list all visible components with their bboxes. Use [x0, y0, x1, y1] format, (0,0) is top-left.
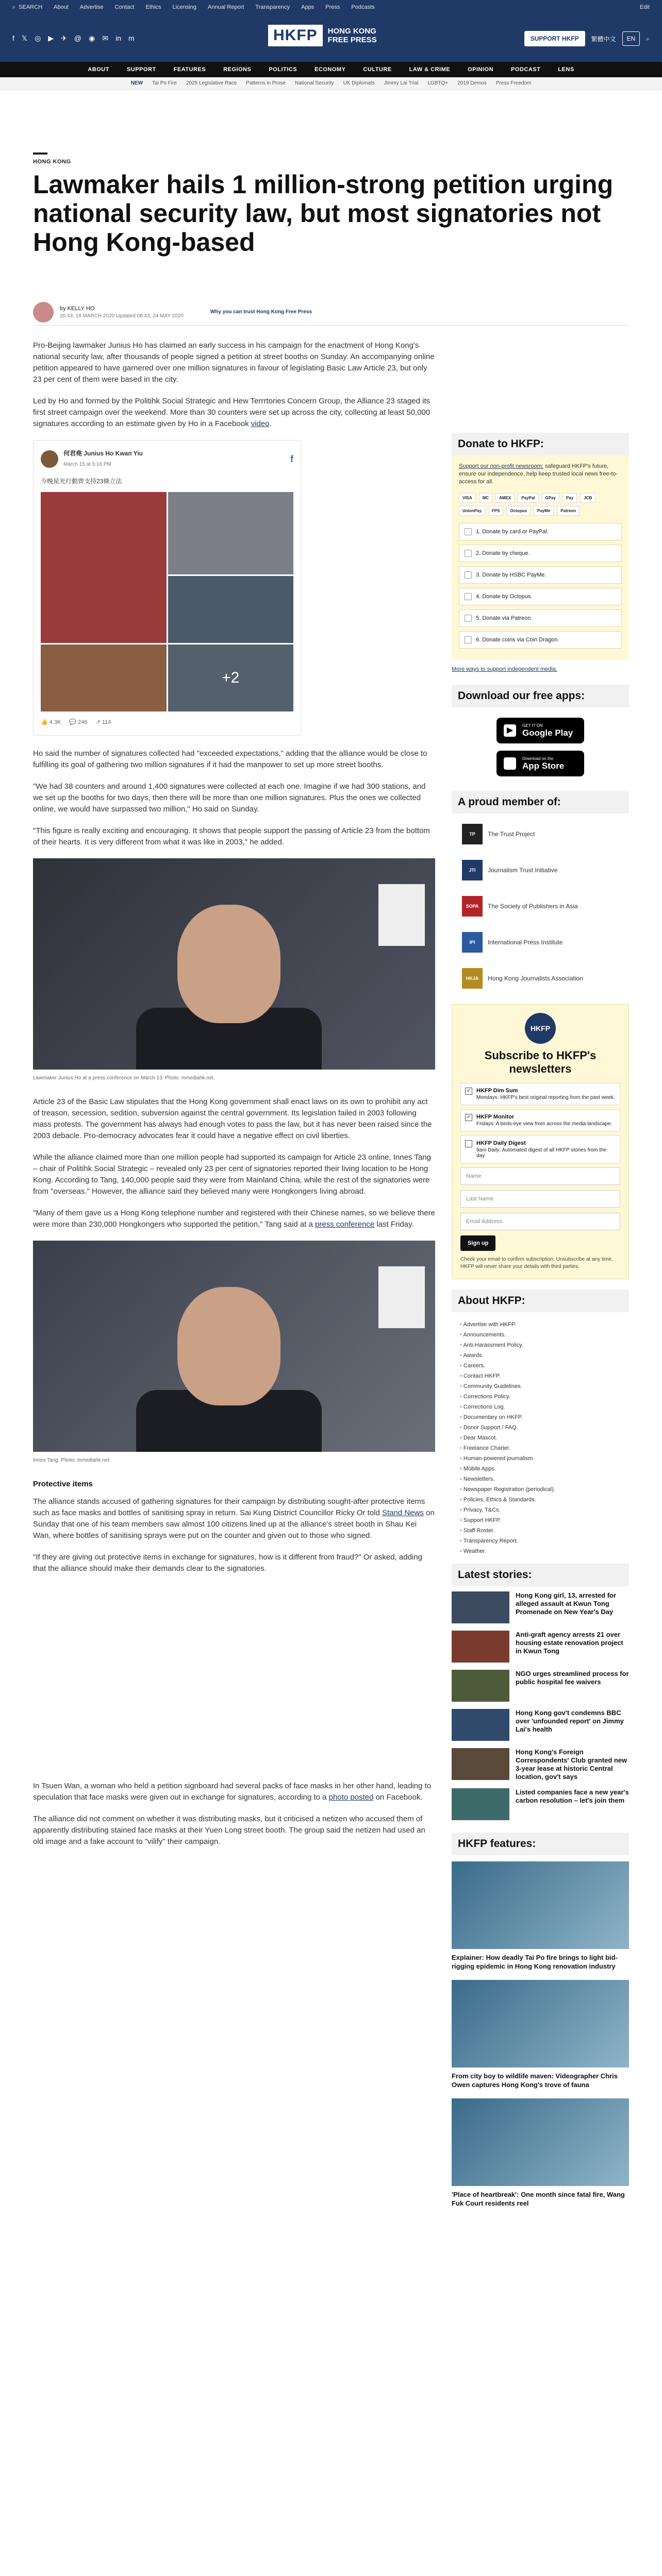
utility-bar [0, 0, 662, 14]
search-link[interactable]: ⌕ SEARCH [12, 4, 43, 10]
util-advertise[interactable]: Advertise [79, 4, 104, 10]
apps-title: Download our free apps: [452, 685, 629, 707]
paragraph: "We had 38 counters and around 1,400 signatures were collected at each one. Imagine if we had 300 stations, and we set up the booths for two days, then there will be more than one million signatures. Plus the ones we collected online, we would have surpassed two million," Ho said on Sunday. [33, 782, 426, 814]
edit-link[interactable]: Edit [640, 4, 650, 10]
app-store-button[interactable]: Download on the App Store [496, 751, 584, 776]
checkbox-icon[interactable]: ✓ [465, 1088, 472, 1095]
author-avatar [33, 302, 54, 323]
fb-photo[interactable] [41, 645, 167, 711]
byline [33, 299, 629, 326]
email-icon[interactable]: ✉ [102, 33, 109, 42]
topic-link[interactable]: 2019 Demos [457, 80, 487, 86]
payment-logo: FPS [488, 506, 504, 516]
sidebar [452, 433, 629, 2217]
support-newsroom-link[interactable]: Support our non-profit newsroom: [459, 463, 543, 469]
new-badge: NEW [130, 80, 143, 86]
nav-economy[interactable]: ECONOMY [315, 66, 346, 73]
about-link[interactable]: • Careers. [460, 1361, 621, 1371]
article-title: Lawmaker hails 1 million-strong petition urging national security law, but most signatories not Hong Kong-based [33, 170, 614, 257]
radio-icon [465, 636, 472, 643]
topic-link[interactable]: Press Freedom [495, 80, 532, 86]
features-list [452, 1861, 629, 2208]
payment-logo: UnionPay [459, 506, 485, 516]
language-chinese[interactable]: 繁體中文 [591, 35, 616, 43]
photo-posted-link[interactable]: photo posted [328, 1793, 374, 1802]
feature-item[interactable] [452, 2098, 629, 2208]
brand-header [0, 14, 662, 62]
features-title: HKFP features: [452, 1833, 629, 1855]
about-link[interactable]: • Corrections Log. [460, 1402, 621, 1412]
article-photo-junius-ho[interactable] [33, 858, 435, 1070]
facebook-icon[interactable]: f [12, 33, 14, 42]
feature-item[interactable] [452, 1861, 629, 1971]
fb-post-time: March 15 at 5:16 PM [63, 462, 111, 467]
member-trust-project[interactable]: TP The Trust Project [462, 824, 619, 844]
apple-icon [504, 757, 516, 770]
facebook-embed[interactable] [33, 440, 301, 736]
topic-link[interactable]: National Security [295, 80, 334, 86]
donate-title: Donate to HKFP: [452, 433, 629, 455]
radio-icon [465, 593, 472, 600]
member-jti[interactable]: JTI Journalism Trust Initiative [462, 860, 619, 880]
member-ipi[interactable]: IPI International Press Institute [462, 932, 619, 953]
search-icon[interactable]: ⌕ [646, 35, 650, 42]
mastodon-icon[interactable]: m [128, 33, 135, 42]
util-ethics[interactable]: Ethics [145, 4, 161, 10]
about-link[interactable]: • Freelance Charter. [460, 1443, 621, 1453]
press-conference-link[interactable]: press conference [315, 1220, 375, 1229]
photo-caption: Lawmaker Junius Ho at a press conference on March 13. Photo: inmediahk.net. [33, 1075, 215, 1081]
latest-stories [452, 1586, 629, 1833]
youtube-icon[interactable]: ▶ [48, 33, 54, 42]
nav-opinion[interactable]: OPINION [468, 66, 494, 73]
fb-photo-more[interactable]: +2 [168, 645, 294, 711]
nav-lens[interactable]: LENS [558, 66, 574, 73]
util-contact[interactable]: Contact [114, 4, 135, 10]
email-input[interactable]: Email Address [460, 1213, 620, 1230]
nav-culture[interactable]: CULTURE [363, 66, 392, 73]
nav-support[interactable]: SUPPORT [126, 66, 156, 73]
feature-item[interactable] [452, 1980, 629, 2089]
story-thumbnail[interactable] [452, 1709, 509, 1741]
fb-photo[interactable] [41, 492, 167, 643]
social-links [12, 34, 135, 43]
latest-stories-title: Latest stories: [452, 1564, 629, 1586]
checkbox-icon[interactable] [465, 1140, 472, 1147]
paragraph: The alliance did not comment on whether it was distributing masks, but it criticised a netizen who accused them of apparently distributing stained face masks at their Yuen Long street booth. The group said the netizen had used an old image and a fake account to "vilify" their campaign. [33, 1815, 425, 1846]
topic-link[interactable]: Tai Po Fire [152, 80, 177, 86]
about-link[interactable]: • Documentary on HKFP. [460, 1412, 621, 1422]
radio-icon [465, 528, 472, 535]
topic-link[interactable]: Patterns in Prose [246, 80, 286, 86]
about-link[interactable]: • Weather. [460, 1546, 621, 1556]
nav-features[interactable]: FEATURES [173, 66, 206, 73]
facebook-icon: f [290, 454, 293, 464]
fb-page-name[interactable]: 何君堯 Junius Ho Kwan Yiu [63, 450, 143, 457]
instagram-icon[interactable]: ◎ [35, 33, 41, 42]
main-navigation [0, 62, 662, 77]
newsletter-option-monitor[interactable]: ✓ HKFP Monitor Fridays: A birds-eye view from across the media landscape. [460, 1109, 620, 1131]
about-link[interactable]: • Corrections Policy. [460, 1392, 621, 1402]
fb-reactions: 👍 4.3K 💬 246 ↗ 114 [41, 719, 111, 725]
nav-law-crime[interactable]: LAW & CRIME [409, 66, 451, 73]
fb-avatar [41, 450, 58, 468]
paragraph: Led by Ho and formed by the Politihk Social Strategic and Hew Terrrtories Concern Group, the Alliance 23 staged its first street campaign over the weekend. More than 30 counters were set up across the city, collecting at least 50,000 signatures according to an estimate given by Ho in a Facebook video. [33, 397, 431, 428]
fb-post-text: 今晚星光行動齊支持23條立法 [41, 478, 122, 485]
about-link[interactable]: • Transparency Report. [460, 1536, 621, 1546]
about-link[interactable]: • Staff Roster. [460, 1526, 621, 1536]
payment-logo: VISA [459, 493, 476, 503]
topic-link[interactable]: LGBTQ+ [427, 80, 449, 86]
util-annual-report[interactable]: Annual Report [208, 4, 244, 10]
more-ways-link[interactable]: More ways to support independent media. [452, 666, 557, 672]
story-item[interactable] [452, 1631, 629, 1663]
feature-title[interactable]: From city boy to wildlife maven: Videographer Chris Owen captures Hong Kong's trove of fauna [452, 2072, 618, 2089]
fb-photo-grid[interactable] [41, 492, 293, 711]
donate-option-patreon[interactable]: 5. Donate via Patreon. [459, 609, 622, 627]
feature-image[interactable] [452, 1861, 629, 1949]
payment-logo: AMEX [495, 493, 515, 503]
paragraph: While the alliance claimed more than one million people had supported its campaign for Article 23 online, Innes Tang – chair of Politihk Social Strategic – revealed only 23 per cent of signatories reported their living location to be Hong Kong. According to Tang, 140,000 people said they were from Mainland China, while the rest of the signatories were from "overseas." However, the alliance said they believed many were Hongkongers living abroad. [33, 1153, 431, 1196]
member-title: A proud member of: [452, 791, 629, 814]
app-buttons [452, 707, 629, 791]
logo-line-2: FREE PRESS [327, 36, 377, 44]
nav-about[interactable]: ABOUT [88, 66, 109, 73]
story-thumbnail[interactable] [452, 1670, 509, 1702]
paragraph: The alliance stands accused of gathering signatures for their campaign by distributing sought-after protective items such as face masks and bottles of sanitising spray in return. Sai Kung District Councillor Ricky Or told Stand News on Sunday that one of his team members saw almost 100 citizens lined up at the alliance's street booth in Shau Kei Wan, where bottles of sanitising sprays were put on the counter and given out to those who signed. [33, 1497, 435, 1540]
feature-title[interactable]: 'Place of heartbreak': One month since fatal fire, Wang Fuk Court residents reel [452, 2191, 625, 2207]
facebook-video-link[interactable]: video [251, 419, 270, 428]
story-thumbnail[interactable] [452, 1788, 509, 1820]
story-item[interactable] [452, 1788, 629, 1820]
payment-logo: PayMe [534, 506, 554, 516]
share-icon: ↗ [95, 719, 102, 725]
story-title[interactable]: Hong Kong gov't condemns BBC over 'unfounded report' on Jimmy Lai's health [516, 1709, 624, 1733]
fb-photo[interactable] [168, 492, 294, 574]
paragraph: Ho said the number of signatures collected had "exceeded expectations," adding that the alliance would be close to fulfilling its goal of gathering two million signatures if it had the manpower to set up more street booths. [33, 749, 427, 769]
story-thumbnail[interactable] [452, 1631, 509, 1663]
radio-icon [465, 571, 472, 579]
about-links [452, 1312, 629, 1564]
newsletter-title: Subscribe to HKFP's newsletters [484, 1049, 597, 1075]
nav-podcast[interactable]: PODCAST [511, 66, 541, 73]
logo-line-1: HONG KONG [327, 27, 376, 36]
about-link[interactable]: • Support HKFP. [460, 1515, 621, 1526]
nav-politics[interactable]: POLITICS [269, 66, 297, 73]
newsletter-logo: HKFP [525, 1013, 556, 1044]
donate-option-card[interactable]: 1. Donate by card or PayPal. [459, 523, 622, 540]
article-category[interactable]: HONG KONG [33, 159, 71, 165]
story-thumbnail[interactable] [452, 1748, 509, 1780]
linkedin-icon[interactable]: in [115, 33, 121, 42]
about-link[interactable]: • Advertise with HKFP. [460, 1319, 621, 1330]
about-link[interactable]: • Contact HKFP. [460, 1371, 621, 1381]
telegram-icon[interactable]: ✈ [61, 33, 67, 42]
photo-caption: Innes Tang. Photo: inmediahk.net. [33, 1458, 111, 1463]
embed-placeholder [33, 1585, 435, 1781]
paragraph: Pro-Beijing lawmaker Junius Ho has claimed an early success in his campaign for the enactment of Hong Kong's national security law, after thousands of people signed a petition at street booths on Sunday. An accompanying online petition appeared to have garnered over one million signatures in favour of legislating Basic Law Article 23, but only 23 per cent of them were based in the city. [33, 341, 435, 384]
radio-icon [465, 615, 472, 622]
about-title: About HKFP: [452, 1290, 629, 1312]
util-apps[interactable]: Apps [301, 4, 315, 10]
about-link[interactable]: • Community Guidelines. [460, 1381, 621, 1392]
about-link[interactable]: • Mobile Apps. [460, 1464, 621, 1474]
x-icon[interactable]: 𝕏 [21, 33, 28, 42]
util-transparency[interactable]: Transparency [255, 4, 290, 10]
stand-news-link[interactable]: Stand News [382, 1509, 424, 1517]
story-item[interactable] [452, 1748, 629, 1781]
signup-button[interactable]: Sign up [460, 1235, 495, 1251]
topic-link[interactable]: UK Diplomats [343, 80, 375, 86]
story-title[interactable]: NGO urges streamlined process for public hospital fee waivers [516, 1670, 629, 1686]
donate-option-octopus[interactable]: 4. Donate by Octopus. [459, 588, 622, 605]
about-link[interactable]: • Newsletters. [460, 1474, 621, 1484]
rss-icon[interactable]: ◉ [89, 33, 95, 42]
article-body [33, 340, 435, 1858]
about-link[interactable]: • Dear Mascot. [460, 1433, 621, 1443]
trending-topics [0, 77, 662, 90]
publish-dates: 20:43, 16 MARCH 2020 Updated 08:43, 24 MAY 2020 [60, 313, 184, 319]
topic-link[interactable]: 2025 Legislative Race [186, 80, 237, 86]
feature-image[interactable] [452, 2098, 629, 2186]
about-link[interactable]: • Privacy, T&Cs. [460, 1505, 621, 1515]
about-link[interactable]: • Donor Support / FAQ. [460, 1422, 621, 1433]
payment-logo: GPay [542, 493, 559, 503]
section-heading: Protective items [33, 1480, 93, 1488]
story-item[interactable] [452, 1591, 629, 1623]
util-licensing[interactable]: Licensing [172, 4, 196, 10]
story-title[interactable]: Hong Kong's Foreign Correspondents' Club granted new 3-year lease at historic Central location, gov't says [516, 1748, 627, 1781]
member-hkja[interactable]: HKJA Hong Kong Journalists Association [462, 968, 619, 989]
story-thumbnail[interactable] [452, 1591, 509, 1623]
like-icon: 👍 [41, 719, 49, 725]
article-photo-innes-tang[interactable] [33, 1241, 435, 1452]
play-store-icon: ▶ [504, 724, 516, 737]
radio-icon [465, 550, 472, 557]
story-title[interactable]: Hong Kong girl, 13, arrested for alleged assault at Kwun Tong Promenade on New Year's Day [516, 1591, 617, 1616]
payment-logos [459, 493, 622, 516]
about-link[interactable]: • Newspaper Registration (periodical). [460, 1484, 621, 1495]
paragraph: Article 23 of the Basic Law stipulates that the Hong Kong government shall enact laws on its own to prohibit any act of treason, secession, sedition, subversion against the central government. Its legislation failed in 2003 following mass protests. The government has always had enough votes to pass the law, but it has never been raised since the 2003 debacle. Pro-democracy advocates fear it could have a negative effect on civil liberties. [33, 1097, 432, 1140]
feature-title[interactable]: Explainer: How deadly Tai Po fire brings to light bid-rigging epidemic in Hong Kong renovation industry [452, 1954, 618, 1970]
google-play-button[interactable]: ▶ GET IT ON Google Play [496, 718, 584, 743]
paragraph: "This figure is really exciting and encouraging. It shows that people support the passing of Article 23 from the bottom of their hearts. It is very different from what it was like in 2003," he added. [33, 826, 430, 846]
header-rule [33, 152, 47, 155]
payment-logo: PayPal [518, 493, 538, 503]
feature-image[interactable] [452, 1980, 629, 2067]
nav-regions[interactable]: REGIONS [223, 66, 252, 73]
about-link[interactable]: • Human-powered journalism. [460, 1453, 621, 1464]
site-logo[interactable]: HKFP HONG KONG FREE PRESS [268, 25, 377, 46]
payment-logo: Patreon [557, 506, 580, 516]
util-press[interactable]: Press [325, 4, 340, 10]
donate-option-cheque[interactable]: 2. Donate by cheque. [459, 545, 622, 562]
payment-logo: JCB [580, 493, 595, 503]
newsletter-option-dim-sum[interactable]: ✓ HKFP Dim Sum Mondays: HKFP's best original reporting from the past week. [460, 1083, 620, 1105]
paragraph: In Tsuen Wan, a woman who held a petition signboard had several packs of face masks in her other hand, leading to speculation that face masks were given out in exchange for signatures, according to a photo posted on Facebook. [33, 1782, 432, 1802]
story-item[interactable] [452, 1670, 629, 1702]
story-title[interactable]: Anti-graft agency arrests 21 over housing estate renovation project in Kwun Tong [516, 1631, 623, 1655]
trust-link[interactable]: Why you can trust Hong Kong Free Press [210, 309, 312, 315]
member-sopa[interactable]: SOPA The Society of Publishers in Asia [462, 896, 619, 917]
first-name-input[interactable]: Name [460, 1167, 620, 1185]
search-icon: ⌕ [12, 4, 16, 10]
payment-logo: MC [479, 493, 492, 503]
donate-option-payme[interactable]: 3. Donate by HSBC PayMe. [459, 566, 622, 584]
paragraph: "Many of them gave us a Hong Kong telephone number and registered with their Chinese names, so we believe there were more than 230,000 Hongkongers who supported the petition," Tang said at a press conference last Friday. [33, 1209, 435, 1229]
payment-logo: Pay [562, 493, 577, 503]
newsletter-note: Check your email to confirm subscription. Unsubscribe at any time. HKFP will never share your details with third parties. [460, 1257, 613, 1269]
checkbox-icon[interactable]: ✓ [465, 1114, 472, 1121]
author-name[interactable]: by KELLY HO [60, 305, 95, 312]
comment-icon: 💬 [69, 719, 78, 725]
util-podcasts[interactable]: Podcasts [351, 4, 375, 10]
newsletter-signup [452, 1004, 629, 1279]
topic-link[interactable]: Jimmy Lai Trial [384, 80, 419, 86]
payment-logo: Octopus [506, 506, 530, 516]
donate-option-coin-dragon[interactable]: 6. Donate coins via Coin Dragon. [459, 631, 622, 649]
about-link[interactable]: • Awards. [460, 1350, 621, 1361]
donate-box: Support our non-profit newsroom: safeguard HKFP's future, ensure our independence, help keep trusted local news free-to-access for all. VISA MC AMEX PayPal GPay Pay JCB UnionPay FPS Octopus PayMe Patreon 1. Donate by card or PayPal. 2. Donate by cheque. 3. Donate by HSBC PayMe. 4. Donate by Octopus. 5. Donate via Patreon. 6. Donate coins via Coin Dragon. [452, 455, 629, 660]
last-name-input[interactable]: Last Name [460, 1190, 620, 1208]
threads-icon[interactable]: @ [74, 33, 82, 42]
util-about[interactable]: About [54, 4, 69, 10]
about-link[interactable]: • Policies, Ethics & Standards. [460, 1495, 621, 1505]
support-hkfp-button[interactable]: SUPPORT HKFP [524, 31, 585, 46]
language-english[interactable]: EN [622, 31, 640, 46]
about-link[interactable]: • Announcements. [460, 1330, 621, 1340]
about-link[interactable]: • Anti-Harassment Policy. [460, 1340, 621, 1350]
newsletter-option-daily-digest[interactable]: HKFP Daily Digest 9am Daily: Automated digest of all HKFP stories from the day. [460, 1136, 620, 1163]
story-item[interactable] [452, 1709, 629, 1741]
member-list [452, 814, 629, 994]
story-title[interactable]: Listed companies face a new year's carbon resolution – let's join them [516, 1788, 629, 1804]
paragraph: "If they are giving out protective items in exchange for signatures, how is it different from fraud?" Or asked, adding that the alliance should make their demands clear to the signatories. [33, 1553, 422, 1573]
fb-photo[interactable] [168, 576, 294, 643]
